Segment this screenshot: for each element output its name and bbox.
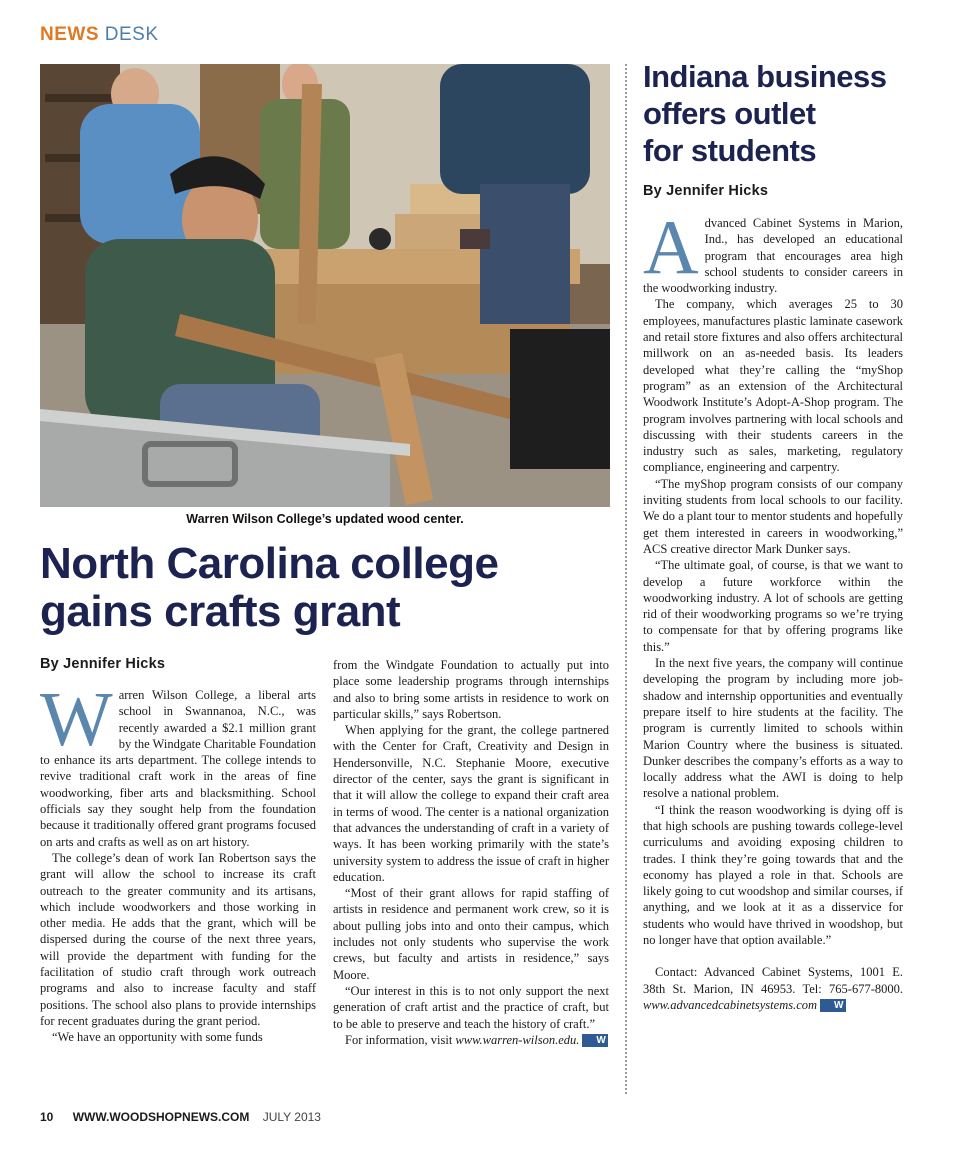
right-headline-line-3: for students (643, 133, 817, 168)
left-paragraph-1 (40, 676, 316, 850)
advanced-cabinet-link[interactable]: www.advancedcabinetsystems.com (643, 997, 818, 1012)
section-label-news: NEWS (40, 24, 99, 45)
page-footer (40, 1110, 321, 1124)
left-headline-line-1: North Carolina college (40, 539, 499, 588)
right-paragraph-4: “The ultimate goal, of course, is that we want to develop a future workforce within the woodworking industry. A lot of schools are getting rid of their woodworking programs so we’re trying to compensate for that by offering programs like this.” (643, 558, 903, 654)
page-number: 10 (40, 1110, 54, 1124)
right-byline: By Jennifer Hicks (643, 183, 769, 199)
section-header (40, 24, 159, 46)
right-headline-line-2: offers outlet (643, 96, 816, 131)
left-paragraph-3: “We have an opportunity with some funds (52, 1030, 263, 1045)
right-headline-line-1: Indiana business (643, 59, 887, 94)
right-article-column (643, 204, 903, 1013)
left-info-line (333, 1032, 609, 1048)
wood-shop-scene (40, 64, 610, 507)
left-info-prefix: For information, visit (345, 1032, 456, 1047)
w-logo-badge: W (582, 1034, 607, 1047)
article-photo (40, 64, 610, 507)
warren-wilson-link[interactable]: www.warren-wilson.edu. (455, 1032, 580, 1047)
right-paragraph-1-text: dvanced Cabinet Systems in Marion, Ind., has developed an educational program that encourages area high school students to consider careers in the woodworking industry. (643, 216, 903, 296)
left-paragraph-2: The college’s dean of work Ian Robertson says the grant will allow the school to increase its craft outreach to the greater community and its artisans, which include woodworkers and those working in other media. He adds that the grant, which will be dispersed during the course of the next three years, will provide the department with funding for the facilitation of studio craft through work outreach programs and also to increase faculty and staff positions. The school also plans to provide internships for recent graduates during the grant period. (40, 850, 316, 1028)
left-article-column-2 (333, 657, 609, 1048)
right-paragraph-5: In the next five years, the company will continue developing the program by including more job-shadow and internship opportunities and eventually prepare itself to hire students at the facility. The program is currently limited to schools within Marion Country where the business is situated. Dunker describes the company’s efforts as a way to locally address what the AWI is doing to help resolve a national problem. (643, 656, 903, 801)
left-paragraph-4: from the Windgate Foundation to actually put into place some leadership programs through internships and also to bring some artists in residence to work on particular skills,” says Robertson. (333, 658, 609, 721)
right-contact-line (643, 964, 903, 1013)
right-contact-text: Contact: Advanced Cabinet Systems, 1001 E. 38th St. Marion, IN 46953. Tel: 765-677-8000. (643, 965, 903, 996)
left-paragraph-6: “Most of their grant allows for rapid staffing of artists in residence and permanent work crew, so it is about pulling jobs into and onto their campus, which includes not only students who supervise the work crews, but faculty and artists in residence,” says Moore. (333, 886, 609, 982)
right-paragraph-2: The company, which averages 25 to 30 employees, manufactures plastic laminate casework and retail store fixtures and also offers architectural millwork on an as-needed basis. Its leaders developed what they’re calling the “myShop program” as an extension of the Architectural Woodwork Institute’s Adopt-A-Shop program. The program involves partnering with local schools and discussing with their students careers in the industry such as sales, marketing, regulatory compliance, engineering and carpentry. (643, 297, 903, 475)
left-byline: By Jennifer Hicks (40, 656, 166, 672)
footer-website[interactable]: WWW.WOODSHOPNEWS.COM (72, 1110, 250, 1124)
photo-caption: Warren Wilson College’s updated wood center. (186, 512, 464, 526)
left-headline (40, 540, 620, 636)
left-paragraph-5: When applying for the grant, the college partnered with the Center for Craft, Creativity and Design in Hendersonville, N.C. Stephanie Moore, executive director of the center, says the grant is significant in that it will allow the college to expand their craft area in terms of wood. The center is a national organization that advances the understanding of craft in a variety of ways. It has been working primarily with the state’s university system to address the issue of craft in higher education. (333, 723, 609, 884)
right-dropcap: A (643, 204, 699, 290)
right-headline (643, 58, 933, 169)
left-headline-line-2: gains crafts grant (40, 587, 401, 636)
right-paragraph-1 (643, 204, 903, 296)
right-paragraph-3: “The myShop program consists of our company inviting students from local schools to our facility. We do a plant tour to mentor students and hopefully get them interested in careers in woodworking,” ACS creative director Mark Dunker says. (643, 476, 903, 556)
left-paragraph-7: “Our interest in this is to not only support the next generation of craft artist and the practice of craft, but to be able to preserve and teach the history of craft.” (333, 983, 609, 1031)
section-label-desk: DESK (104, 24, 159, 45)
footer-date: JULY 2013 (262, 1110, 321, 1124)
left-article-column-1 (40, 676, 316, 1046)
right-paragraph-6: “I think the reason woodworking is dying off is that high schools are pushing towards college-level curriculums and avoiding exposing children to trades. I think they’re going towards that and the economy has played a role in that. Schools are likely going to cut woodshop and similar courses, if anything, and we look at it as a disservice for students who would have thrived in woodshop, but no longer have that option available.” (643, 802, 903, 948)
w-logo-badge: W (820, 999, 845, 1012)
left-paragraph-1-text: arren Wilson College, a liberal arts school in Swannanoa, N.C., was recently awarded a $2.1 million grant by the Windgate Charitable Foundation to enhance its arts department. The college intends to revive traditional craft work in the areas of fine woodworking, fiber arts and blacksmithing. School officials say they sought help from the foundation because it traditionally offered grant programs focused on arts and crafts as well as on art history. (40, 688, 316, 849)
column-divider (625, 64, 627, 1094)
left-dropcap: W (40, 676, 113, 762)
